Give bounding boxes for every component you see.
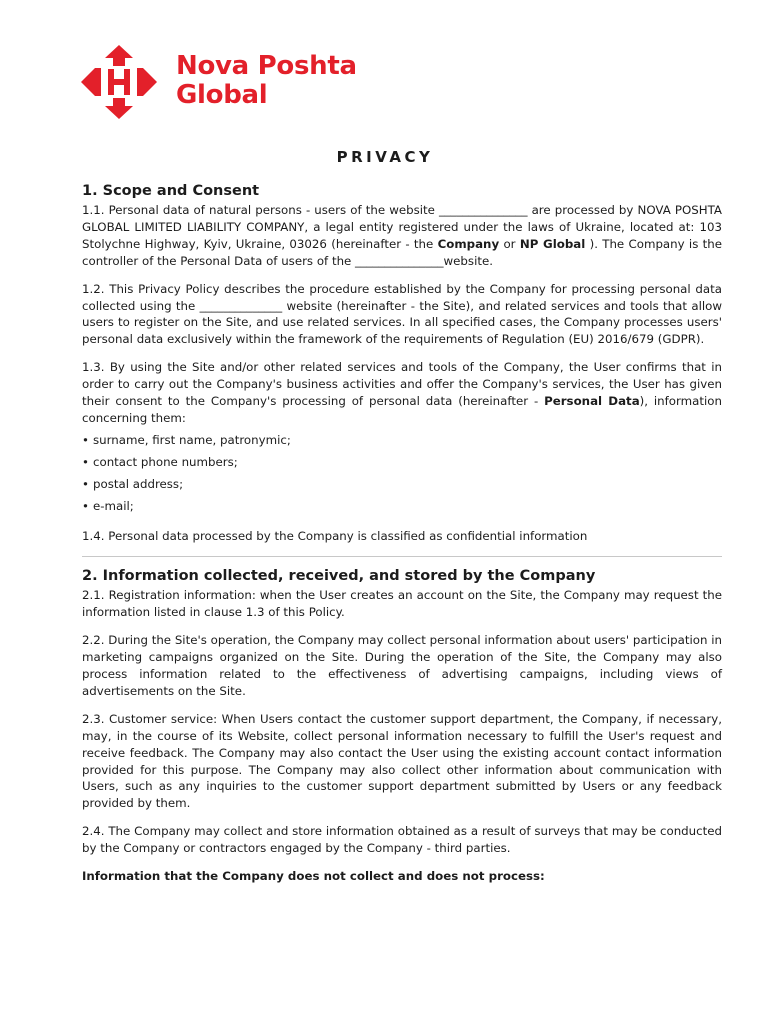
document-body	[82, 180, 722, 885]
list-item: • postal address;	[82, 476, 184, 491]
paragraph-2-1: 2.1. Registration information: when the User creates an account on the Site, the Company may request the information listed in clause 1.3 of this Policy.	[82, 588, 722, 620]
section-2-heading: 2. Information collected, received, and stored by the Company	[82, 568, 596, 585]
paragraph-text: 1.3. By using the Site and/or other related services and tools of the Company, the User confirms that in order to carry out the Company's business activities and offer the Company's services, the User has given their consent to the Company's processing of personal data (hereinafter -	[82, 360, 722, 409]
np-global-term: NP Global	[519, 236, 586, 251]
paragraph-text: or	[499, 236, 520, 251]
nova-poshta-logo-icon	[80, 44, 158, 120]
paragraph-1-2: 1.2. This Privacy Policy describes the procedure established by the Company for processing personal data collected using the ______________ website (hereinafter - the Site), and related services and tools that allow users to register on the Site, and use related services. In all specified cases, the Company processes users' personal data exclusively within the framework of the requirements of Regulation (EU) 2016/679 (GDPR).	[82, 281, 722, 347]
list-item-text: e-mail;	[93, 498, 134, 513]
paragraph-1-1	[82, 202, 722, 270]
list-item: • e-mail;	[82, 498, 134, 513]
paragraph-1-4: 1.4. Personal data processed by the Company is classified as confidential information	[82, 528, 588, 543]
list-item: • surname, first name, patronymic;	[82, 432, 291, 447]
personal-data-list	[82, 432, 722, 515]
list-item: • contact phone numbers;	[82, 454, 238, 469]
paragraph-text: ). The Company is the controller of the Personal Data of users of the _______________website.	[82, 236, 722, 268]
list-item-text: surname, first name, patronymic;	[93, 432, 291, 447]
brand-line-2: Global	[176, 80, 268, 110]
paragraph-1-3	[82, 359, 722, 427]
paragraph-text: 1.1. Personal data of natural persons - users of the website _______________ are processed by NOVA POSHTA GLOBAL LIMITED LIABILITY COMPANY, a legal entity registered under the laws of Ukraine, located at: 103 Stolychne Highway, Kyiv, Ukraine, 03026 (hereinafter - the	[82, 203, 722, 251]
paragraph-2-3: 2.3. Customer service: When Users contact the customer support department, the Company, if necessary, may, in the course of its Website, collect personal information necessary to fulfill the User's request and receive feedback. The Company may also contact the User using the existing account contact information provided for this purpose. The Company may also collect other information about communication with Users, such as any inquiries to the customer support department submitted by Users or any feedback provided by them.	[82, 711, 722, 811]
page-title: PRIVACY	[336, 148, 434, 166]
section-1-heading: 1. Scope and Consent	[82, 183, 260, 199]
list-item-text: contact phone numbers;	[93, 454, 238, 469]
paragraph-2-2: 2.2. During the Site's operation, the Company may collect personal information about users' participation in marketing campaigns organized on the Site. During the operation of the Site, the Company may also process information related to the effectiveness of advertising campaigns, including views of advertisements on the Site.	[82, 633, 722, 698]
brand-name	[176, 52, 357, 110]
not-collected-text: Information that the Company does not collect and does not process:	[82, 869, 545, 884]
not-collected-heading	[82, 868, 722, 885]
list-item-text: postal address;	[93, 476, 184, 491]
company-term: Company	[437, 236, 500, 251]
brand-logo	[80, 44, 400, 120]
brand-line-1: Nova Poshta	[176, 51, 357, 81]
paragraph-text: ), information concerning them:	[82, 394, 722, 425]
section-divider	[82, 556, 722, 557]
personal-data-term: Personal Data	[544, 394, 640, 409]
paragraph-2-4: 2.4. The Company may collect and store information obtained as a result of surveys that may be conducted by the Company or contractors engaged by the Company - third parties.	[82, 824, 722, 856]
